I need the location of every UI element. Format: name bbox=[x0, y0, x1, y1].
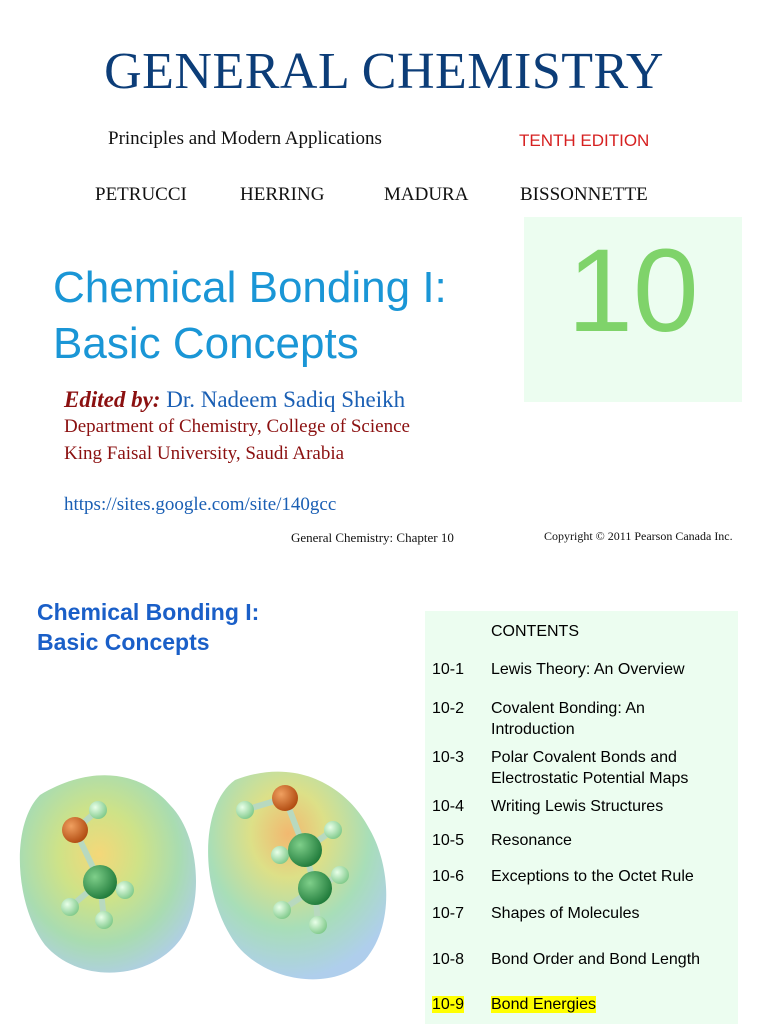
slide2-title bbox=[37, 597, 357, 657]
footer-chapter: General Chemistry: Chapter 10 bbox=[291, 530, 454, 545]
toc-number: 10-8 bbox=[432, 951, 465, 968]
edition-label: TENTH EDITION bbox=[519, 131, 650, 150]
toc-item-text: Bond Energies bbox=[491, 996, 596, 1013]
slide2-title-line1: Chemical Bonding I: bbox=[37, 599, 260, 625]
contents-heading: CONTENTS bbox=[491, 623, 579, 640]
toc-number-highlighted bbox=[432, 994, 464, 1015]
chapter-title-line2: Basic Concepts bbox=[53, 319, 359, 368]
toc-number: 10-4 bbox=[432, 798, 465, 815]
chapter-title bbox=[53, 260, 513, 372]
book-subtitle: Principles and Modern Applications bbox=[108, 128, 382, 149]
toc-item-label: Shapes of Molecules bbox=[491, 905, 640, 922]
editor-name: Dr. Nadeem Sadiq Sheikh bbox=[166, 387, 406, 412]
toc-number: 10-3 bbox=[432, 749, 465, 766]
toc-number: 10-7 bbox=[432, 905, 465, 922]
editor-university: King Faisal University, Saudi Arabia bbox=[64, 443, 345, 464]
edited-by bbox=[64, 387, 405, 413]
edited-by-label: Edited by: bbox=[64, 387, 161, 412]
toc-item-label: Writing Lewis Structures bbox=[491, 798, 664, 815]
ethanol-model bbox=[208, 772, 386, 980]
methanol-model bbox=[20, 775, 196, 972]
slide2-title-line2: Basic Concepts bbox=[37, 629, 210, 655]
footer-copyright: Copyright © 2011 Pearson Canada Inc. bbox=[544, 529, 733, 543]
toc-number: 10-6 bbox=[432, 868, 465, 885]
toc-number-text: 10-9 bbox=[432, 996, 465, 1013]
toc-item-label: Covalent Bonding: An Introduction bbox=[491, 700, 645, 738]
course-website-link[interactable]: https://sites.google.com/site/140gcc bbox=[64, 494, 337, 515]
chapter-title-line1: Chemical Bonding I: bbox=[53, 263, 447, 312]
molecule-illustration bbox=[0, 735, 400, 1005]
author-bissonnette: BISSONNETTE bbox=[520, 184, 648, 205]
chapter-number: 10 bbox=[567, 225, 699, 357]
toc-item-label: Resonance bbox=[491, 832, 572, 849]
author-petrucci: PETRUCCI bbox=[95, 184, 187, 205]
toc-number: 10-2 bbox=[432, 700, 465, 717]
editor-department: Department of Chemistry, College of Science bbox=[64, 416, 410, 437]
toc-number: 10-1 bbox=[432, 661, 465, 678]
toc-item-label-highlighted bbox=[491, 994, 731, 1015]
toc-item-label: Bond Order and Bond Length bbox=[491, 951, 701, 968]
author-madura: MADURA bbox=[384, 184, 469, 205]
toc-number: 10-5 bbox=[432, 832, 465, 849]
toc-item-label: Exceptions to the Octet Rule bbox=[491, 868, 694, 885]
book-title: GENERAL CHEMISTRY bbox=[104, 43, 664, 100]
toc-item-label: Lewis Theory: An Overview bbox=[491, 661, 685, 678]
author-herring: HERRING bbox=[240, 184, 325, 205]
toc-item-label: Polar Covalent Bonds and Electrostatic Potential Maps bbox=[491, 749, 689, 787]
